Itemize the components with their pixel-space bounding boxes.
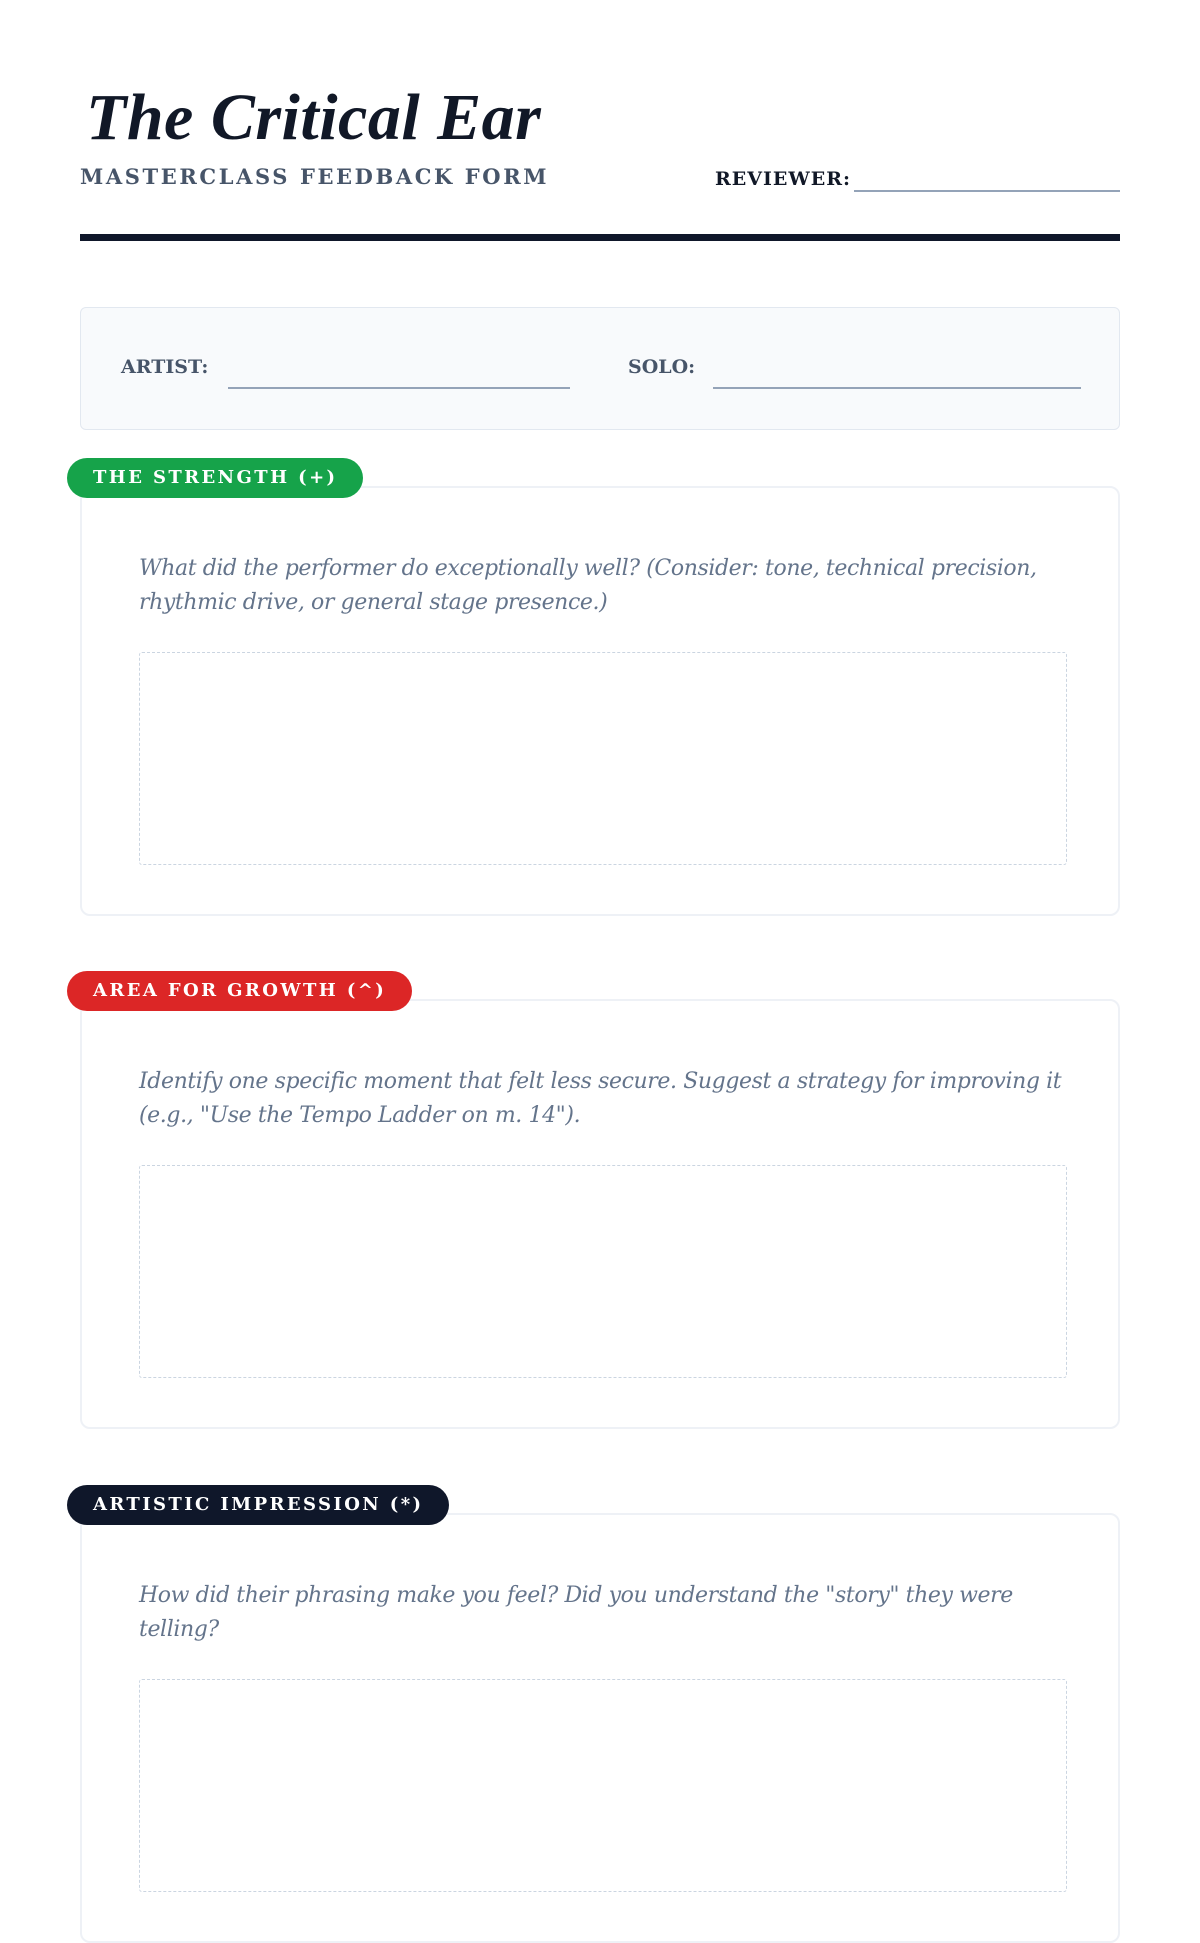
impression-badge: ARTISTIC IMPRESSION (*): [67, 1485, 449, 1525]
artist-field[interactable]: [228, 387, 570, 389]
strength-section: [80, 486, 1120, 916]
artist-label: ARTIST:: [121, 356, 209, 378]
reviewer-label: REVIEWER:: [715, 168, 852, 190]
performance-info-panel: [80, 307, 1120, 430]
strength-badge: THE STRENGTH (+): [67, 458, 363, 498]
impression-section: [80, 1513, 1120, 1943]
reviewer-field[interactable]: [854, 190, 1120, 192]
form-title: The Critical Ear: [86, 81, 542, 154]
solo-label: SOLO:: [628, 356, 696, 378]
growth-response-box[interactable]: [139, 1165, 1067, 1378]
growth-prompt: Identify one specific moment that felt less secure. Suggest a strategy for improving it (e.g., "Use the Tempo Ladder on m. 14").: [139, 1069, 1062, 1128]
strength-prompt: What did the performer do exceptionally well? (Consider: tone, technical precision, rhythmic drive, or general stage presence.): [139, 556, 1037, 615]
impression-prompt: How did their phrasing make you feel? Did you understand the "story" they were telling?: [139, 1583, 1013, 1642]
form-header: [80, 80, 1120, 242]
growth-badge: AREA FOR GROWTH (^): [67, 971, 412, 1011]
impression-response-box[interactable]: [139, 1679, 1067, 1892]
form-subtitle: MASTERCLASS FEEDBACK FORM: [80, 164, 550, 189]
strength-response-box[interactable]: [139, 652, 1067, 865]
solo-field[interactable]: [713, 387, 1081, 389]
header-divider: [80, 234, 1120, 241]
growth-section: [80, 999, 1120, 1429]
